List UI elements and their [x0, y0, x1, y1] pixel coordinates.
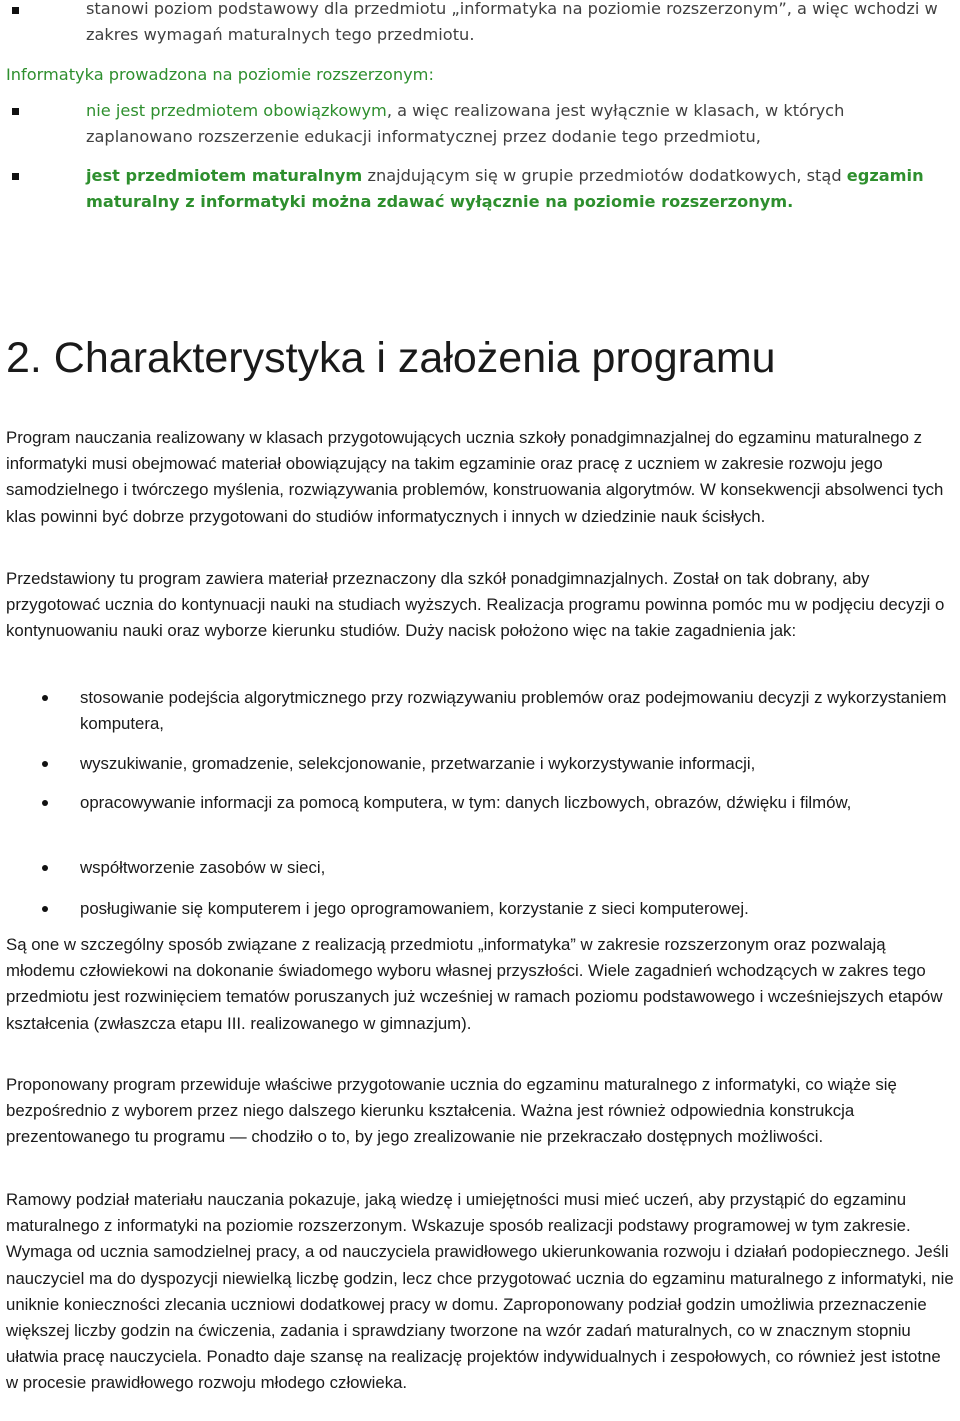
bullet-text [86, 98, 954, 150]
round-bullet-icon [42, 865, 48, 871]
square-bullet-icon [12, 108, 19, 115]
list-item: stosowanie podejścia algorytmicznego przy rozwiązywaniu problemów oraz podejmowaniu decyzji z wykorzystaniem komputera, [80, 688, 947, 734]
bullet-bold-text: nie jest przedmiotem obowiązkowym [86, 101, 387, 120]
paragraph: Ramowy podział materiału nauczania pokazuje, jaką wiedzę i umiejętności musi mieć uczeń, aby przystąpić do egzaminu maturalnego z informatyki na poziomie rozszerzonym. Wskazuje sposób realizacji podstawy programowej w tym zakresie. Wymaga od ucznia samodzielnej pracy, a od nauczyciela prawidłowego ukierunkowania rozwoju i działań podopiecznego. Jeśli nauczyciel ma do dyspozycji niewielką liczbę godzin, lecz chce przygotować ucznia do egzaminu maturalnego z informatyki, nie uniknie konieczności zlecania uczniowi dodatkowej pracy w domu. Zaproponowany podział godzin umożliwia przeznaczenie większej liczby godzin na ćwiczenia, zadania i sprawdziany tworzone na wzór zadań maturalnych, co w znacznym stopniu ułatwia pracę nauczyciela. Ponadto daje szansę na realizację projektów indywidualnych i zespołowych, co również jest istotne w procesie prawidłowego rozwoju młodego człowieka. [6, 1190, 954, 1393]
round-bullet-icon [42, 761, 48, 767]
square-bullet-icon [12, 173, 19, 180]
list-item: opracowywanie informacji za pomocą komputera, w tym: danych liczbowych, obrazów, dźwięku i filmów, [80, 793, 852, 812]
bullet-text: stanowi poziom podstawowy dla przedmiotu „informatyka na poziomie rozszerzonym”, a więc wchodzi w zakres wymagań maturalnych tego przedmiotu. [86, 0, 938, 44]
bullet-bold-text: egzamin maturalny z informatyki można zdawać wyłącznie na poziomie rozszerzonym. [86, 166, 924, 211]
list-item: współtworzenie zasobów w sieci, [80, 858, 326, 877]
paragraph: Są one w szczególny sposób związane z realizacją przedmiotu „informatyka” w zakresie rozszerzonym oraz pozwalają młodemu człowiekowi na dokonanie świadomego wyboru własnej przyszłości. Wiele zagadnień wchodzących w zakres tego przedmiotu jest rozwinięciem tematów poruszanych już wcześniej w ramach poziomu podstawowego i wcześniejszych etapów kształcenia (zwłaszcza etapu III. realizowanego w gimnazjum). [6, 935, 943, 1033]
section-heading: 2. Charakterystyka i założenia programu [6, 334, 776, 382]
paragraph: Proponowany program przewiduje właściwe przygotowanie ucznia do egzaminu maturalnego z informatyki, co wiąże się bezpośrednio z wyborem przez niego dalszego kierunku kształcenia. Ważna jest również odpowiednia konstrukcja prezentowanego tu programu — chodziło o to, by jego zrealizowanie nie przekraczało dostępnych możliwości. [6, 1075, 897, 1147]
list-item: wyszukiwanie, gromadzenie, selekcjonowanie, przetwarzanie i wykorzystywanie informacji, [80, 754, 756, 773]
round-bullet-icon [42, 800, 48, 806]
round-bullet-icon [42, 906, 48, 912]
paragraph: Przedstawiony tu program zawiera materiał przeznaczony dla szkół ponadgimnazjalnych. Został on tak dobrany, aby przygotować ucznia do kontynuacji nauki na studiach wyższych. Realizacja programu powinna pomóc mu w podjęciu decyzji o kontynuowaniu nauki oraz wyborze kierunku studiów. Duży nacisk położono więc na takie zagadnienia jak: [6, 569, 945, 641]
bullet-rest-text: znajdującym się w grupie przedmiotów dodatkowych, stąd [362, 166, 847, 185]
bullet-bold-text: jest przedmiotem maturalnym [86, 166, 363, 185]
paragraph: Program nauczania realizowany w klasach przygotowujących ucznia szkoły ponadgimnazjalnej do egzaminu maturalnego z informatyki musi obejmować materiał obowiązujący na takim egzaminie oraz pracę z uczniem w zakresie rozwoju jego samodzielnego i twórczego myślenia, rozwiązywania problemów, konstruowania algorytmów. W konsekwencji absolwenci tych klas powinni być dobrze przygotowani do studiów informatycznych i innych w dziedzinie nauk ścisłych. [6, 428, 944, 526]
square-bullet-icon [12, 7, 19, 14]
bullet-text [86, 163, 954, 215]
bullet-rest-text: , a więc realizowana jest wyłącznie w klasach, w których zaplanowano rozszerzenie edukacji informatycznej przez dodanie tego przedmiotu, [86, 101, 845, 146]
subheading: Informatyka prowadzona na poziomie rozszerzonym: [6, 65, 434, 84]
list-item: posługiwanie się komputerem i jego oprogramowaniem, korzystanie z sieci komputerowej. [80, 899, 749, 918]
round-bullet-icon [42, 695, 48, 701]
